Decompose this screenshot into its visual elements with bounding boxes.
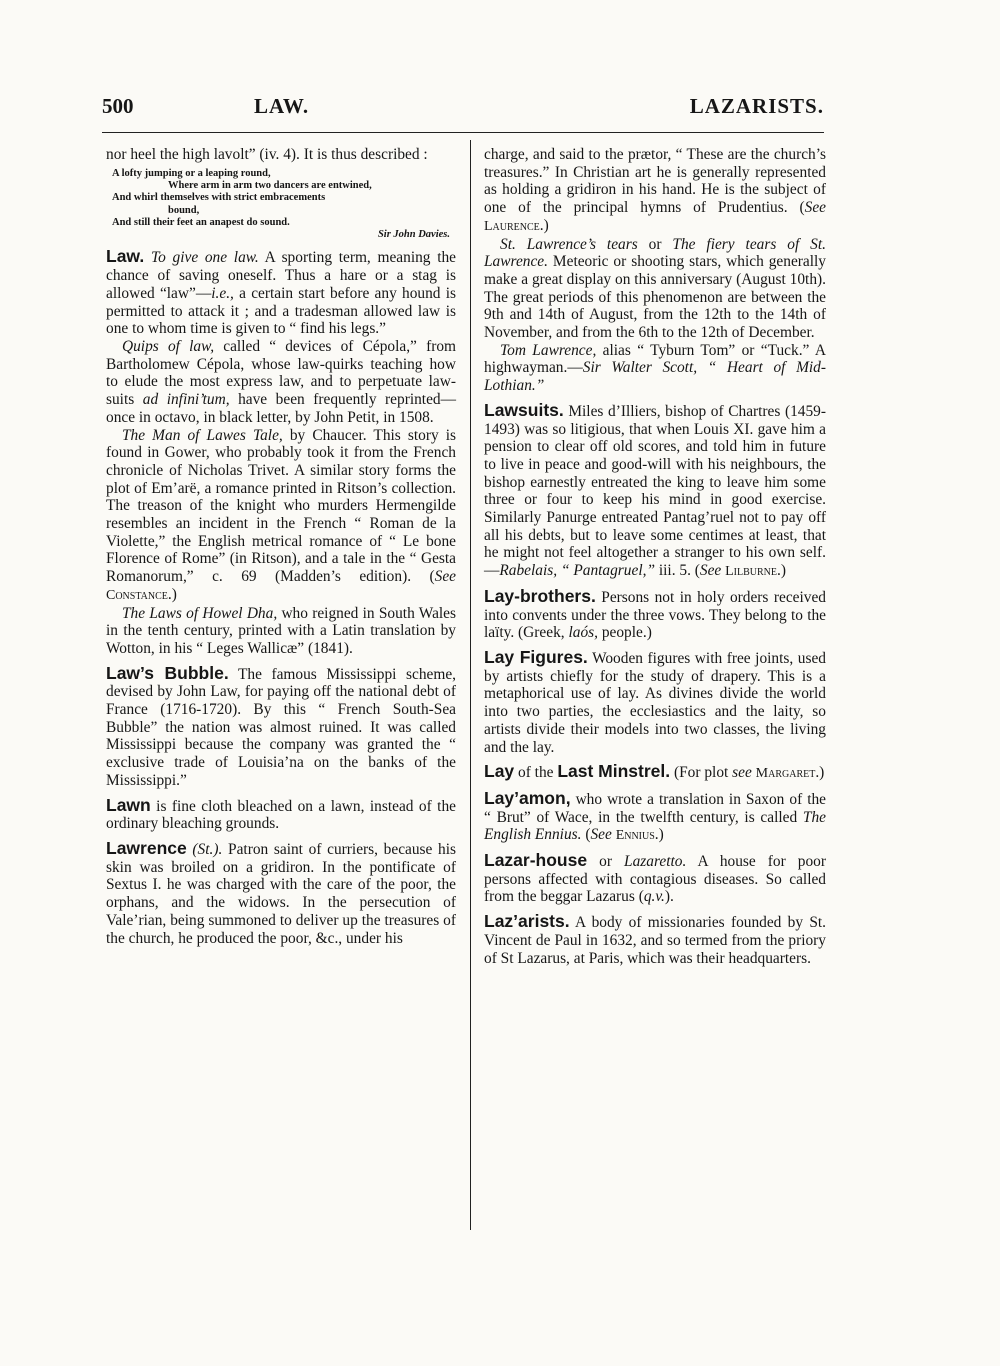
page-number: 500 [102,94,134,118]
entry-lazar-house: Lazar-house or Lazaretto. A house for poor persons affected with contagious diseases. So called from the beggar Lazarus (q.v.). [484,850,826,906]
headword: Law’s Bubble. [106,662,229,683]
entry-law: Law. To give one law. A sporting term, meaning the chance of saving oneself. Thus a hare or a stag is allowed “law”—i.e., a certain start before any hound is permitted to attack it ; and a tradesman allowed law is one to whom time is given to “ find his legs.” [106,246,456,338]
poem-line: And whirl themselves with strict embracements [112,192,326,204]
continuation-text: nor heel the high lavolt” (iv. 4). It is thus described : [106,146,428,163]
entry-paragraph: St. Lawrence’s tears or The fiery tears of St. Lawrence. Meteoric or shooting stars, which generally make a great display on this anniversary (August 10th). The great periods of this phenomenon are between the 9th and 14th of August, from the 12th to the 14th of November, and from the 6th to the 12th of December. [484,235,826,342]
header-rule [102,132,824,133]
cross-reference: Constance [106,587,168,603]
left-column [106,146,456,947]
entry-lay-figures: Lay Figures. Wooden figures with free joints, used by artists chiefly for the study of drapery. This is a metaphorical use of lay. As divines divide the world into two parties, the ecclesiastics and the laity, so artists divide their models into two classes, the living and the lay. [484,646,826,756]
entry-paragraph: The Man of Lawes Tale, by Chaucer. This story is found in Gower, who probably took it from the French chronicle of Nicholas Trivet. A similar story forms the plot of Em’arë, a romance printed in Ritson’s collection. The treason of the knight who murders Hermengilde resembles an incident in the French “ Roman de la Violette,” the English metrical romance of “ Le bone Florence of Rome” (in Ritson), and a tale in the “ Gesta Romanorum,” c. 69 (Madden’s edition). (See Constance.) [106,426,456,603]
poem-line: And still their feet an anapest do sound. [112,216,290,228]
entry-lay-brothers: Lay-brothers. Persons not in holy orders received into convents under the three vows. They belong to the laïty. (Greek, laós, people.) [484,585,826,642]
headword: Lay [484,761,515,782]
entry-paragraph: Tom Lawrence, alias “ Tyburn Tom” or “Tuck.” A highwayman.—Sir Walter Scott, “ Heart of Mid-Lothian.” [484,341,826,395]
headword: Lay-brothers. [484,585,596,606]
cross-reference: Lilburne [725,564,778,580]
poem-quote [112,168,456,242]
headword: Law. [106,246,145,267]
entry-last-minstrel: Lay of the Last Minstrel. (For plot see Margaret.) [484,761,825,782]
headword: Lazar-house [484,850,588,871]
entry-lawrence: Lawrence (St.). Patron saint of curriers, because his skin was broiled on a gridiron. In the pontificate of Sextus I. he was charged with the care of the poor, the orphans, and the widows. In the persecution of Vale’rian, being summoned to deliver up the treasures of the church, he produced the poor, &c., under his [106,837,457,947]
entry-laws-bubble: Law’s Bubble. The famous Mississippi scheme, devised by John Law, for paying off the national debt of France (1716-1720). By this “ French South-Sea Bubble” the nation was almost ruined. It was called Mississippi because the company was granted the “ exclusive trade of Louisia’na on the banks of the Mississippi.” [106,662,457,789]
right-column [484,146,826,967]
entry-layamon: Lay’amon, who wrote a translation in Saxon of the “ Brut” of Wace, in the twelfth century, is called The English Ennius. (See Ennius.) [484,787,826,844]
headword: Lay’amon, [484,787,571,808]
headword: Lay Figures. [484,646,588,667]
cross-reference: Ennius [615,828,655,844]
headword: Lawsuits. [484,399,564,420]
headword: Lawn [106,794,151,815]
headword: Last Minstrel. [557,761,671,782]
entry-paragraph: The Laws of Howel Dha, who reigned in South Wales in the tenth century, printed with a Latin translation by Wotton, in his “ Leges Wallicæ” (1841). [106,604,456,657]
continuation-text: charge, and said to the prætor, “ These are the church’s treasures.” In Christian art he is generally represented as holding a gridiron in his hand. He is the subject of one of the principal hymns of Prudentius. (See Laurence.) [484,146,826,234]
entry-lawn: Lawn is fine cloth bleached on a lawn, instead of the ordinary bleaching grounds. [106,794,456,833]
column-divider [470,140,471,1230]
poem-line: bound, [168,204,200,216]
entry-lawsuits: Lawsuits. Miles d’Illiers, bishop of Chartres (1459-1493) was so litigious, that when Louis XI. gave him a pension to clear off old scores, and told him in future to live in peace and good-will with his neighbours, the bishop earnestly entreated the king to leave him some three or four to keep his mind in good exercise. Similarly Panurge entreated Pantag’ruel not to pay off all his debts, but to leave some centimes at least, that he might not feel altogether a stranger to his own self.—Rabelais, “ Pantagruel,” iii. 5. (See Lilburne.) [484,399,826,580]
cross-reference: Margaret [755,766,816,782]
poem-attribution: Sir John Davies. [377,229,450,241]
poem-line: A lofty jumping or a leaping round, [112,167,271,179]
left-running-title: LAW. [254,94,310,118]
headword: Laz’arists. [484,911,570,932]
entry-lazarists: Laz’arists. A body of missionaries founded by St. Vincent de Paul in 1632, and so termed from the priory of St Lazarus, at Paris, which was their headquarters. [484,911,826,967]
running-header [102,94,824,128]
entry-paragraph: Quips of law, called “ devices of Cépola,” from Bartholomew Cépola, whose law-quirks teaching how to elude the most express law, and to perpetuate law-suits ad infini’tum, have been frequently reprinted— once in octavo, in black letter, by John Petit, in 1508. [106,338,456,426]
headword: Lawrence [106,837,187,858]
poem-line: Where arm in arm two dancers are entwined, [168,180,372,191]
cross-reference: Laurence [484,218,540,234]
right-running-title: LAZARISTS. [689,94,824,118]
